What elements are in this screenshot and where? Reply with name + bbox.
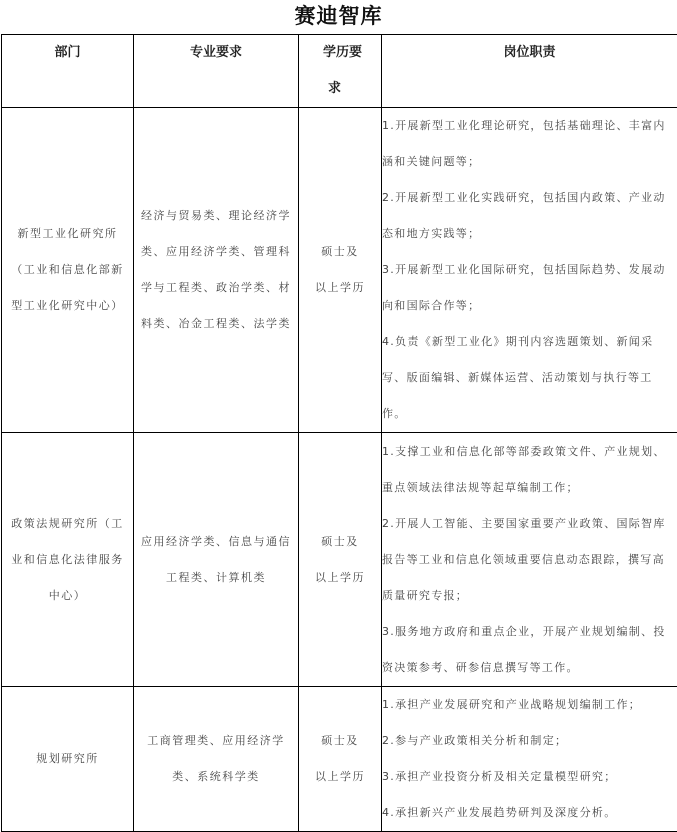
major-cell [134,108,299,433]
header-education-line2: 求 [318,71,362,107]
duty-item: 2.开展新型工业化实践研究，包括国内政策、产业动态和地方实践等； [382,180,677,252]
table-header-row [2,35,677,108]
education-cell [299,687,382,832]
duty-item: 2.开展人工智能、主要国家重要产业政策、国际智库报告等工业和信息化领域重要信息动态跟踪，撰写高质量研究专报； [382,506,677,614]
document-title: 赛迪智库 [0,0,677,34]
header-major: 专业要求 [134,35,299,108]
department-cell [2,433,134,687]
department-cell [2,687,134,832]
major-cell [134,687,299,832]
duty-item: 2.参与产业政策相关分析和制定； [382,723,677,759]
job-requirements-table [1,34,677,832]
education-line2: 以上学历 [303,270,377,306]
duty-item: 1.支撑工业和信息化部等部委政策文件、产业规划、重点领域法律法规等起草编制工作； [382,434,677,506]
major-cell [134,433,299,687]
duties-cell [382,108,677,433]
department-cell [2,108,134,433]
duties-cell [382,433,677,687]
major-requirements: 应用经济学类、信息与通信工程类、计算机类 [134,524,298,596]
duty-item: 1.开展新型工业化理论研究，包括基础理论、丰富内涵和关键问题等； [382,108,677,180]
header-education [299,35,382,108]
header-duties: 岗位职责 [382,35,677,108]
table-row [2,108,677,433]
education-line2: 以上学历 [303,560,377,596]
major-requirements: 工商管理类、应用经济学类、系统科学类 [134,723,298,795]
education-line1: 硕士及 [303,723,377,759]
education-line1: 硕士及 [303,524,377,560]
duties-cell [382,687,677,832]
header-education-line1: 学历要 [323,45,362,60]
header-department: 部门 [2,35,134,108]
table-row [2,433,677,687]
department-name: 政策法规研究所（工业和信息化法律服务中心） [2,506,133,614]
duty-item: 1.承担产业发展研究和产业战略规划编制工作； [382,687,677,723]
table-row [2,687,677,832]
major-requirements: 经济与贸易类、理论经济学类、应用经济学类、管理科学与工程类、政治学类、材料类、冶金工程类、法学类 [134,198,298,342]
duty-item: 3.开展新型工业化国际研究，包括国际趋势、发展动向和国际合作等； [382,252,677,324]
education-line2: 以上学历 [303,759,377,795]
department-name: 规划研究所 [2,741,133,777]
duty-item: 4.承担新兴产业发展趋势研判及深度分析。 [382,795,677,831]
education-cell [299,433,382,687]
duty-item: 3.承担产业投资分析及相关定量模型研究； [382,759,677,795]
education-cell [299,108,382,433]
department-name: 新型工业化研究所（工业和信息化部新型工业化研究中心） [2,216,133,324]
duty-item: 4.负责《新型工业化》期刊内容选题策划、新闻采写、版面编辑、新媒体运营、活动策划与执行等工作。 [382,324,677,432]
duty-item: 3.服务地方政府和重点企业，开展产业规划编制、投资决策参考、研参信息撰写等工作。 [382,614,677,686]
education-line1: 硕士及 [303,234,377,270]
